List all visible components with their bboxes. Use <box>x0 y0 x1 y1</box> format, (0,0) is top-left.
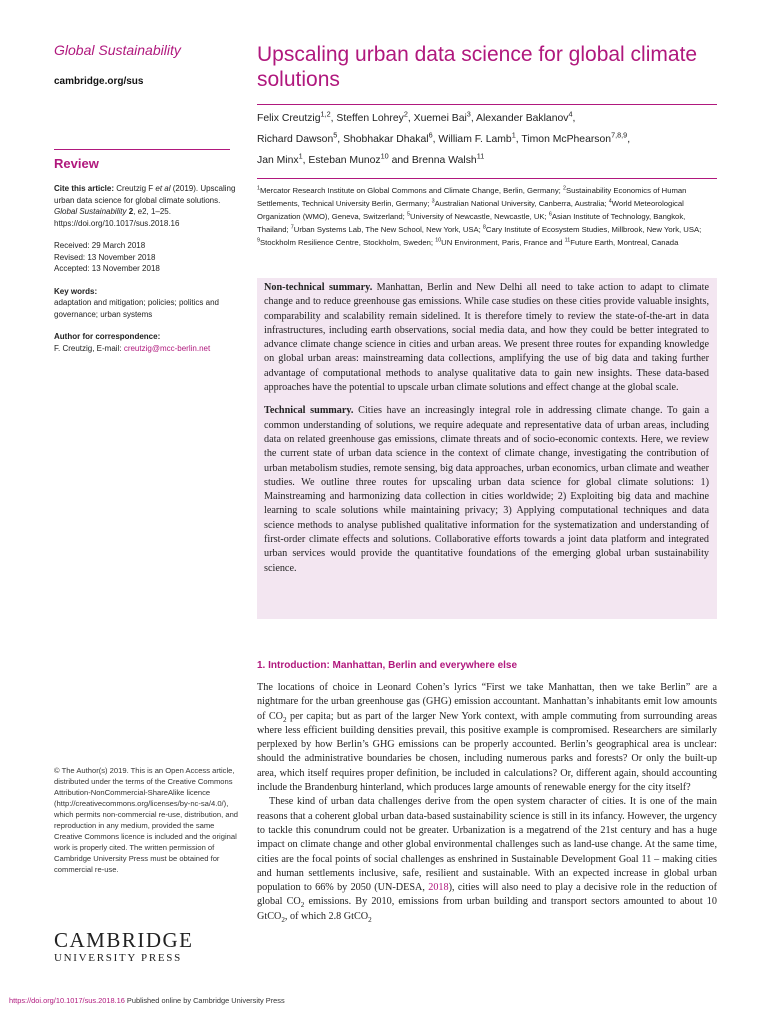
affiliation-sup: 2 <box>562 185 566 192</box>
affiliation-sup: 9 <box>257 237 260 244</box>
affiliation-text: Australian National University, Canberra, Australia; <box>434 199 609 208</box>
author-affil-sup: 2 <box>403 109 408 119</box>
author-name: Xuemei Bai <box>413 113 467 124</box>
author-name: Brenna Walsh <box>411 155 477 166</box>
journal-name: Global Sustainability <box>54 42 181 58</box>
affiliation-sup: 8 <box>482 224 486 231</box>
reference-link[interactable]: 2018 <box>428 882 449 894</box>
date-received: Received: 29 March 2018 <box>54 241 146 250</box>
logo-line-2: UNIVERSITY PRESS <box>54 952 182 964</box>
citation-journal: Global Sustainability <box>54 207 127 216</box>
affiliation-text: Sustainability Economics of Human Settlements, Technical University Berlin, Germany; <box>257 186 687 208</box>
article-title: Upscaling urban data science for global climate solutions <box>257 43 698 91</box>
author-list <box>257 108 717 171</box>
intro-paragraph-2 <box>257 795 717 924</box>
p1-text-a: The locations of choice in Leonard Cohen’s lyrics “First we take Manhattan, then we take Berlin” are a nightmare for the urban greenhouse gas (GHG) emission accountant. Manhattan’s inhabitants emit low amounts of CO <box>257 682 717 722</box>
author-affil-sup: 1,2 <box>320 109 331 119</box>
correspondence-name: F. Creutzig, E-mail: <box>54 343 122 353</box>
correspondence-label: Author for correspondence: <box>54 332 161 341</box>
author-affil-sup: 10 <box>380 151 389 161</box>
p2-sub-1: 2 <box>300 901 305 910</box>
author-name: Richard Dawson <box>257 134 334 145</box>
author-separator: , <box>337 134 344 145</box>
affiliation-text: Asian Institute of Technology, Bangkok, Thailand; <box>257 212 686 234</box>
nontech-summary <box>264 281 709 395</box>
affiliation-sup: 4 <box>608 198 612 205</box>
author-separator: , <box>470 113 477 124</box>
p2-text-a: These kind of urban data challenges derive from the open system character of cities. It is one of the main reasons that a coherent global urban data-based sustainability science is still in its infancy. However, the urgency to tackle this conundrum could not be greater. Urbanization is a megatrend of the 21st century and has a huge impact on climate change and other global environmental challenges such as land-use change. At the same time, cities are the focal points of social challenges as enshrined in Sustainable Development Goal 11 – making cities and human settlements inclusive, safe, resilient and sustainable. With an expected increase in global urban population to 66% by 2050 (UN-DESA, <box>257 796 717 894</box>
p2-text-d: , of which 2.8 GtCO <box>284 910 369 922</box>
affiliation-text: World Meteorological Organization (WMO), Geneva, Switzerland; <box>257 199 684 221</box>
citation-authors: Creutzig F <box>116 184 154 193</box>
author-name: Alexander Baklanov <box>476 113 569 124</box>
author-separator: and <box>388 155 412 166</box>
footer-doi-link[interactable]: https://doi.org/10.1017/sus.2018.16 <box>9 996 125 1005</box>
citation-doi[interactable]: , e2, 1–25. https://doi.org/10.1017/sus.2018.16 <box>54 207 180 228</box>
author-affil-sup: 7,8,9 <box>611 130 628 140</box>
p2-sub-2: 2 <box>281 915 285 924</box>
journal-site[interactable]: cambridge.org/sus <box>54 76 144 87</box>
author-separator: , <box>515 134 522 145</box>
affiliation-text: Future Earth, Montreal, Canada <box>570 238 679 247</box>
logo-line-1: CAMBRIDGE <box>54 928 194 952</box>
correspondence-block <box>54 331 244 354</box>
affiliation-sup: 10 <box>435 237 442 244</box>
author-separator: , <box>330 113 337 124</box>
p2-sub-3: 2 <box>368 915 372 924</box>
affiliations <box>257 184 717 249</box>
nontech-label: Non-technical summary. <box>264 282 373 293</box>
right-column <box>257 42 717 249</box>
tech-summary <box>264 404 709 576</box>
p2-text-b: ), cities will also need to play a decisive role in the reduction of global CO <box>257 882 717 908</box>
author-affil-sup: 3 <box>466 109 471 119</box>
citation-volume: 2 <box>128 207 134 216</box>
title-rule <box>257 104 717 105</box>
tech-text: Cities have an increasingly integral role in addressing climate change. To gain a common understanding of solutions, we require adequate and representative data of urban areas, including data on related greenhouse gas emissions, climate threats and of socio-economic contexts. Here, we review the current state of urban data science in the context of climate change, investigating the contribution of urban metabolism studies, remote sensing, big data approaches, urban economics, urban climate and weather studies. We outline three routes for upscaling urban data science for global climate solutions: 1) Mainstreaming and harmonizing data collection in cities worldwide; 2) Exploiting big data and machine learning to scale solutions while maintaining privacy; 3) Applying computational techniques and data science methods to analyse published qualitative information for the systematization and understanding of first-order climate effects and solutions. Collaborative efforts towards a joint data platform and integrated urban services would provide the quantitative foundations of the emerging global urban sustainability science. <box>264 405 709 574</box>
author-affil-sup: 1 <box>298 151 303 161</box>
citation-title: (2019). Upscaling urban data science for global climate solutions. <box>54 184 236 205</box>
author-separator: , <box>407 113 414 124</box>
date-revised: Revised: 13 November 2018 <box>54 252 156 262</box>
keywords-block <box>54 286 244 321</box>
author-name: Shobhakar Dhakal <box>343 134 429 145</box>
author-affil-sup: 1 <box>511 130 516 140</box>
affiliation-sup: 3 <box>431 198 435 205</box>
author-affil-sup: 5 <box>333 130 338 140</box>
keywords-label: Key words: <box>54 286 98 296</box>
dates-block <box>54 240 244 275</box>
author-separator: , <box>572 113 576 124</box>
affiliation-sup: 6 <box>548 211 552 218</box>
affiliation-text: University of Newcastle, Newcastle, UK; <box>409 212 549 221</box>
p2-text-c: emissions. By 2010, emissions from urban building and transport sectors amounted to about 10 GtCO <box>257 896 717 922</box>
affiliation-text: Stockholm Resilience Centre, Stockholm, Sweden; <box>260 238 436 247</box>
affiliation-text: UN Environment, Paris, France and <box>441 238 565 247</box>
affiliation-sup: 7 <box>290 224 294 231</box>
p1-sub: 2 <box>283 715 287 724</box>
tech-label: Technical summary. <box>264 405 354 417</box>
authors-rule <box>257 178 717 179</box>
author-name: Felix Creutzig <box>257 113 321 124</box>
left-column <box>54 42 244 354</box>
author-separator: , <box>302 155 309 166</box>
citation-label: Cite this article: <box>54 184 115 193</box>
affiliation-sup: 1 <box>257 185 260 192</box>
intro-heading: 1. Introduction: Manhattan, Berlin and everywhere else <box>257 660 518 671</box>
affiliation-sup: 11 <box>564 237 571 244</box>
license-text: © The Author(s) 2019. This is an Open Access article, distributed under the terms of the Creative Commons Attribution-NonCommercial-ShareAlike licence (http://creativecommons.org/licenses/by-nc-sa/4.0/), which permits non-commercial re-use, distribution, and reproduction in any medium, provided the same Creative Commons licence is included and the original work is properly cited. The written permission of Cambridge University Press must be obtained for commercial re-use. <box>54 766 239 874</box>
author-separator: , <box>627 134 631 145</box>
affiliation-text: Cary Institute of Ecosystem Studies, Millbrook, New York, USA; <box>485 225 702 234</box>
author-name: Jan Minx <box>257 155 299 166</box>
author-affil-sup: 11 <box>476 151 485 161</box>
author-separator: , <box>432 134 439 145</box>
footer-text: Published online by Cambridge University Press <box>124 996 285 1005</box>
nontech-text: Manhattan, Berlin and New Delhi all need to take action to adapt to climate change and to reduce greenhouse gas emissions. While case studies on these cities provide valuable insights, comparability and scalability remain sidelined. It is therefore timely to review the state-of-the-art in data infrastructures, including earth observations, social media data, and how they could be better integrated to advance climate change science in cities and urban areas. We present three routes for expanding knowledge on global urban areas: mainstreaming data collections, amplifying the use of big data and taking further advantage of computational methods to analyse qualitative data to gain new insights. These data-based approaches have the potential to upscale urban climate solutions and effect change at the global scale. <box>264 282 710 394</box>
author-name: William F. Lamb <box>438 134 512 145</box>
page-footer <box>9 996 285 1005</box>
cambridge-logo <box>54 929 244 964</box>
keywords-list: adaptation and mitigation; policies; politics and governance; urban systems <box>54 298 219 319</box>
correspondence-email[interactable]: creutzig@mcc-berlin.net <box>123 343 211 353</box>
citation-etal: et al <box>155 184 171 193</box>
introduction-section <box>257 660 717 924</box>
p1-text-b: per capita; but as part of the larger New York context, with ample commuting from surrounding areas where less efficient building densities prevail, this positive example is compromised. Researchers are similarly perplexed by how Berlin’s GHG emissions can be properly accounted. Berlin’s geographical area is unclear: should the administrative boundaries be chosen, including numerous parks and forests? Or only the built-up area, which itself requires proper definition, be included in calculations? Or, different again, should accounting include the Brandenburg hinterland, which produces large amounts of renewable energy for the city itself? <box>257 710 718 794</box>
affiliation-text: Mercator Research Institute on Global Commons and Climate Change, Berlin, Germany; <box>260 186 563 195</box>
citation-block <box>54 183 244 229</box>
author-name: Steffen Lohrey <box>336 113 404 124</box>
intro-paragraph-1 <box>257 681 717 795</box>
author-name: Timon McPhearson <box>521 134 612 145</box>
author-affil-sup: 6 <box>428 130 433 140</box>
article-type: Review <box>54 149 230 171</box>
author-name: Esteban Munoz <box>308 155 381 166</box>
date-accepted: Accepted: 13 November 2018 <box>54 264 160 273</box>
affiliation-sup: 5 <box>406 211 410 218</box>
author-affil-sup: 4 <box>568 109 573 119</box>
summary-box <box>257 278 717 619</box>
affiliation-text: Urban Systems Lab, The New School, New York, USA; <box>293 225 483 234</box>
